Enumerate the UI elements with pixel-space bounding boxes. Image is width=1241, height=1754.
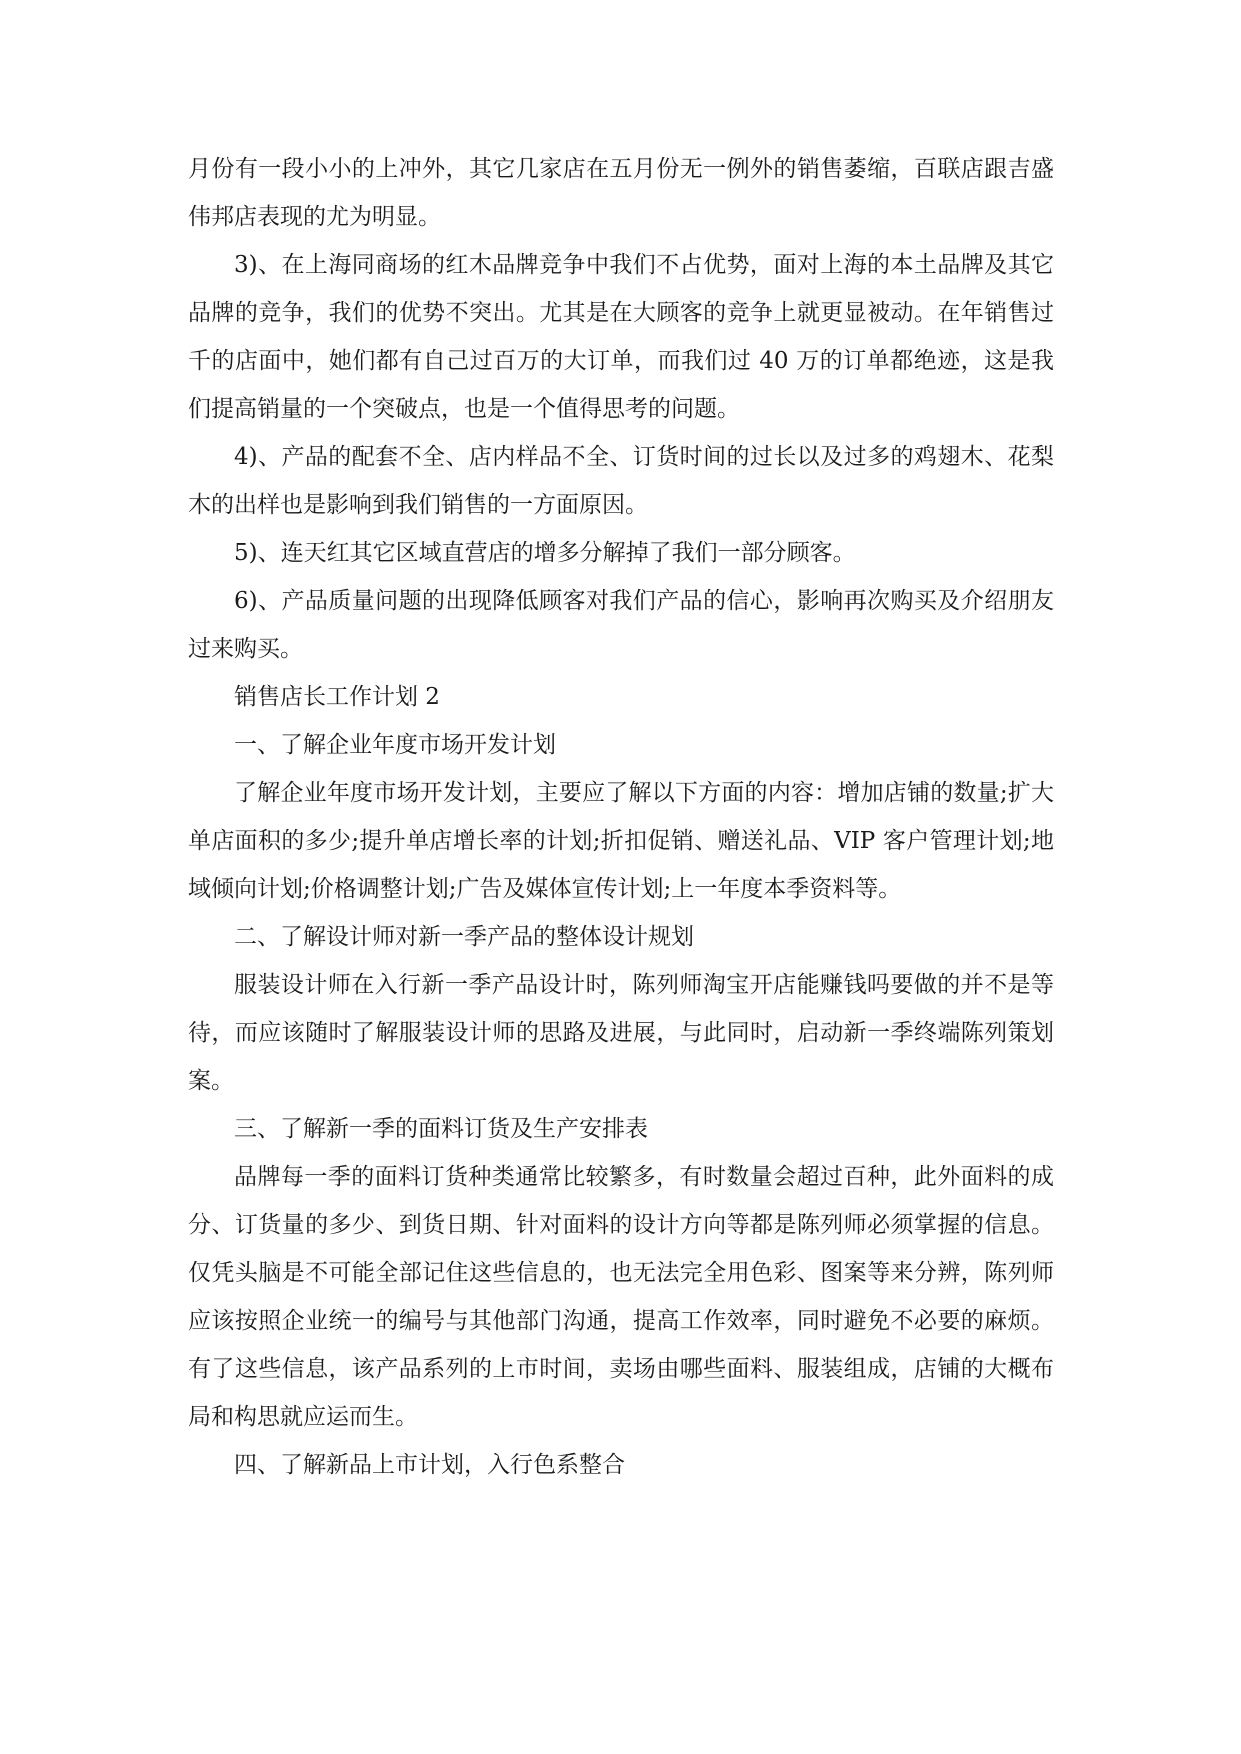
heading-1: 一、了解企业年度市场开发计划	[234, 732, 556, 758]
document-body	[188, 145, 1054, 1489]
paragraph-point-6: 6)、产品质量问题的出现降低顾客对我们产品的信心，影响再次购买及介绍朋友过来购买。	[188, 588, 1054, 662]
section-title: 销售店长工作计划 2	[234, 684, 440, 710]
paragraph-point-4: 4)、产品的配套不全、店内样品不全、订货时间的过长以及过多的鸡翅木、花梨木的出样也是影响到我们销售的一方面原因。	[188, 444, 1054, 518]
paragraph-point-5: 5)、连天红其它区域直营店的增多分解掉了我们一部分顾客。	[234, 540, 856, 566]
paragraph-3: 品牌每一季的面料订货种类通常比较繁多，有时数量会超过百种，此外面料的成分、订货量的多少、到货日期、针对面料的设计方向等都是陈列师必须掌握的信息。仅凭头脑是不可能全部记住这些信息的，也无法完全用色彩、图案等来分辨，陈列师应该按照企业统一的编号与其他部门沟通，提高工作效率，同时避免不必要的麻烦。有了这些信息，该产品系列的上市时间，卖场由哪些面料、服装组成，店铺的大概布局和构思就应运而生。	[188, 1164, 1054, 1430]
heading-4: 四、了解新品上市计划，入行色系整合	[234, 1452, 625, 1478]
paragraph-point-3: 3)、在上海同商场的红木品牌竞争中我们不占优势，面对上海的本土品牌及其它品牌的竞争，我们的优势不突出。尤其是在大顾客的竞争上就更显被动。在年销售过千的店面中，她们都有自己过百万的大订单，而我们过 40 万的订单都绝迹，这是我们提高销量的一个突破点，也是一个值得思考的问题。	[188, 252, 1054, 422]
paragraph-2: 服装设计师在入行新一季产品设计时，陈列师淘宝开店能赚钱吗要做的并不是等待，而应该随时了解服装设计师的思路及进展，与此同时，启动新一季终端陈列策划案。	[188, 972, 1054, 1094]
heading-3: 三、了解新一季的面料订货及生产安排表	[234, 1116, 648, 1142]
heading-2: 二、了解设计师对新一季产品的整体设计规划	[234, 924, 694, 950]
paragraph-continuation: 月份有一段小小的上冲外，其它几家店在五月份无一例外的销售萎缩，百联店跟吉盛伟邦店表现的尤为明显。	[188, 156, 1054, 230]
paragraph-1: 了解企业年度市场开发计划，主要应了解以下方面的内容：增加店铺的数量;扩大单店面积的多少;提升单店增长率的计划;折扣促销、赠送礼品、VIP 客户管理计划;地域倾向计划;价格调整计划;广告及媒体宣传计划;上一年度本季资料等。	[188, 780, 1054, 902]
